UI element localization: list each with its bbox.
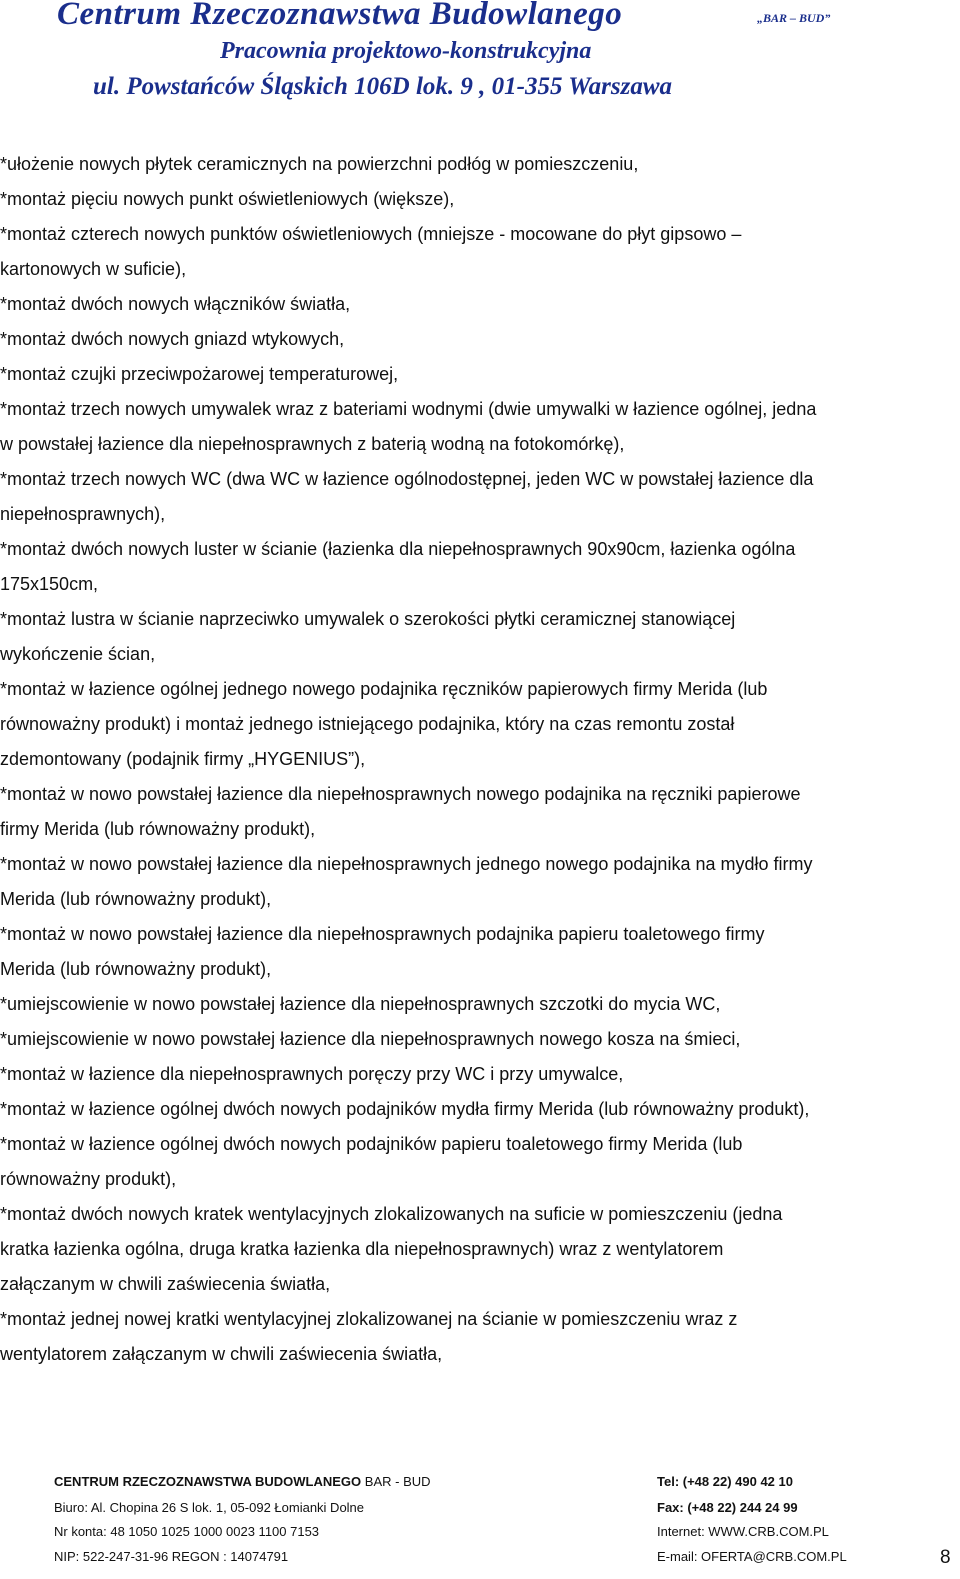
footer-ids: NIP: 522-247-31-96 REGON : 14074791: [54, 1549, 289, 1564]
body-line: *montaż w łazience ogólnej dwóch nowych podajników papieru toaletowego firmy Merida (lub: [0, 1134, 743, 1154]
company-name: Centrum Rzeczoznawstwa Budowlanego: [57, 0, 623, 32]
body-line: *montaż dwóch nowych włączników światła,: [0, 294, 351, 314]
footer-internet: Internet: WWW.CRB.COM.PL: [657, 1524, 829, 1539]
document-body: [0, 147, 935, 1372]
footer-fax: Fax: (+48 22) 244 24 99: [657, 1500, 798, 1515]
letterhead: [0, 0, 960, 112]
body-line: kartonowych w suficie),: [0, 259, 187, 279]
body-line: równoważny produkt) i montaż jednego istniejącego podajnika, który na czas remontu został: [0, 714, 735, 734]
company-subtitle: Pracownia projektowo-konstrukcyjna: [220, 38, 592, 64]
body-line: *ułożenie nowych płytek ceramicznych na powierzchni podłóg w pomieszczeniu,: [0, 154, 639, 174]
body-line: *montaż w nowo powstałej łazience dla niepełnosprawnych podajnika papieru toaletowego firmy: [0, 924, 765, 944]
page-number: 8: [940, 1547, 951, 1568]
body-line: *montaż w łazience dla niepełnosprawnych poręczy przy WC i przy umywalce,: [0, 1064, 624, 1084]
footer-company: [54, 1474, 431, 1489]
page-footer: [0, 1470, 960, 1579]
body-line: niepełnosprawnych),: [0, 504, 166, 524]
footer-office: Biuro: Al. Chopina 26 S lok. 1, 05-092 Łomianki Dolne: [54, 1500, 365, 1515]
body-line: załączanym w chwili zaświecenia światła,: [0, 1274, 331, 1294]
body-line: 175x150cm,: [0, 574, 99, 594]
footer-email: E-mail: OFERTA@CRB.COM.PL: [657, 1549, 847, 1564]
body-line: w powstałej łazience dla niepełnosprawnych z baterią wodną na fotokomórkę),: [0, 434, 625, 454]
footer-company-suffix: BAR - BUD: [361, 1474, 431, 1489]
body-line: *montaż czujki przeciwpożarowej temperaturowej,: [0, 364, 399, 384]
body-line: *montaż w nowo powstałej łazience dla niepełnosprawnych jednego nowego podajnika na mydło firmy: [0, 854, 813, 874]
body-line: *montaż pięciu nowych punkt oświetleniowych (większe),: [0, 189, 455, 209]
body-line: *montaż w łazience ogólnej dwóch nowych podajników mydła firmy Merida (lub równoważny produkt),: [0, 1099, 810, 1119]
body-line: *umiejscowienie w nowo powstałej łazience dla niepełnosprawnych szczotki do mycia WC,: [0, 994, 721, 1014]
body-line: *montaż w nowo powstałej łazience dla niepełnosprawnych nowego podajnika na ręczniki papierowe: [0, 784, 801, 804]
body-line: *montaż trzech nowych umywalek wraz z bateriami wodnymi (dwie umywalki w łazience ogólnej, jedna: [0, 399, 817, 419]
footer-account: Nr konta: 48 1050 1025 1000 0023 1100 7153: [54, 1524, 320, 1539]
body-line: Merida (lub równoważny produkt),: [0, 959, 272, 979]
brand-name: „BAR – BUD”: [757, 11, 831, 25]
body-line: *montaż lustra w ścianie naprzeciwko umywalek o szerokości płytki ceramicznej stanowiącej: [0, 609, 736, 629]
body-line: *montaż jednej nowej kratki wentylacyjnej zlokalizowanej na ścianie w pomieszczeniu wraz z: [0, 1309, 738, 1329]
body-line: *montaż dwóch nowych kratek wentylacyjnych zlokalizowanych na suficie w pomieszczeniu (jedna: [0, 1204, 783, 1224]
body-line: firmy Merida (lub równoważny produkt),: [0, 819, 316, 839]
footer-company-name: CENTRUM RZECZOZNAWSTWA BUDOWLANEGO: [54, 1474, 362, 1489]
body-line: *montaż czterech nowych punktów oświetleniowych (mniejsze - mocowane do płyt gipsowo –: [0, 224, 742, 244]
body-line: *montaż w łazience ogólnej jednego nowego podajnika ręczników papierowych firmy Merida (lub: [0, 679, 768, 699]
body-line: wentylatorem załączanym w chwili zaświecenia światła,: [0, 1344, 443, 1364]
body-line: *montaż dwóch nowych gniazd wtykowych,: [0, 329, 345, 349]
body-line: zdemontowany (podajnik firmy „HYGENIUS”),: [0, 749, 366, 769]
body-line: kratka łazienka ogólna, druga kratka łazienka dla niepełnosprawnych) wraz z wentylatorem: [0, 1239, 724, 1259]
body-line: *montaż trzech nowych WC (dwa WC w łazience ogólnodostępnej, jeden WC w powstałej łazience dla: [0, 469, 814, 489]
body-line: wykończenie ścian,: [0, 644, 156, 664]
body-line: *montaż dwóch nowych luster w ścianie (łazienka dla niepełnosprawnych 90x90cm, łazienka ogólna: [0, 539, 796, 559]
body-line: równoważny produkt),: [0, 1169, 177, 1189]
company-address: ul. Powstańców Śląskich 106D lok. 9 , 01-355 Warszawa: [93, 73, 673, 100]
body-line: *umiejscowienie w nowo powstałej łazience dla niepełnosprawnych nowego kosza na śmieci,: [0, 1029, 741, 1049]
body-line: Merida (lub równoważny produkt),: [0, 889, 272, 909]
footer-tel: Tel: (+48 22) 490 42 10: [657, 1474, 793, 1489]
